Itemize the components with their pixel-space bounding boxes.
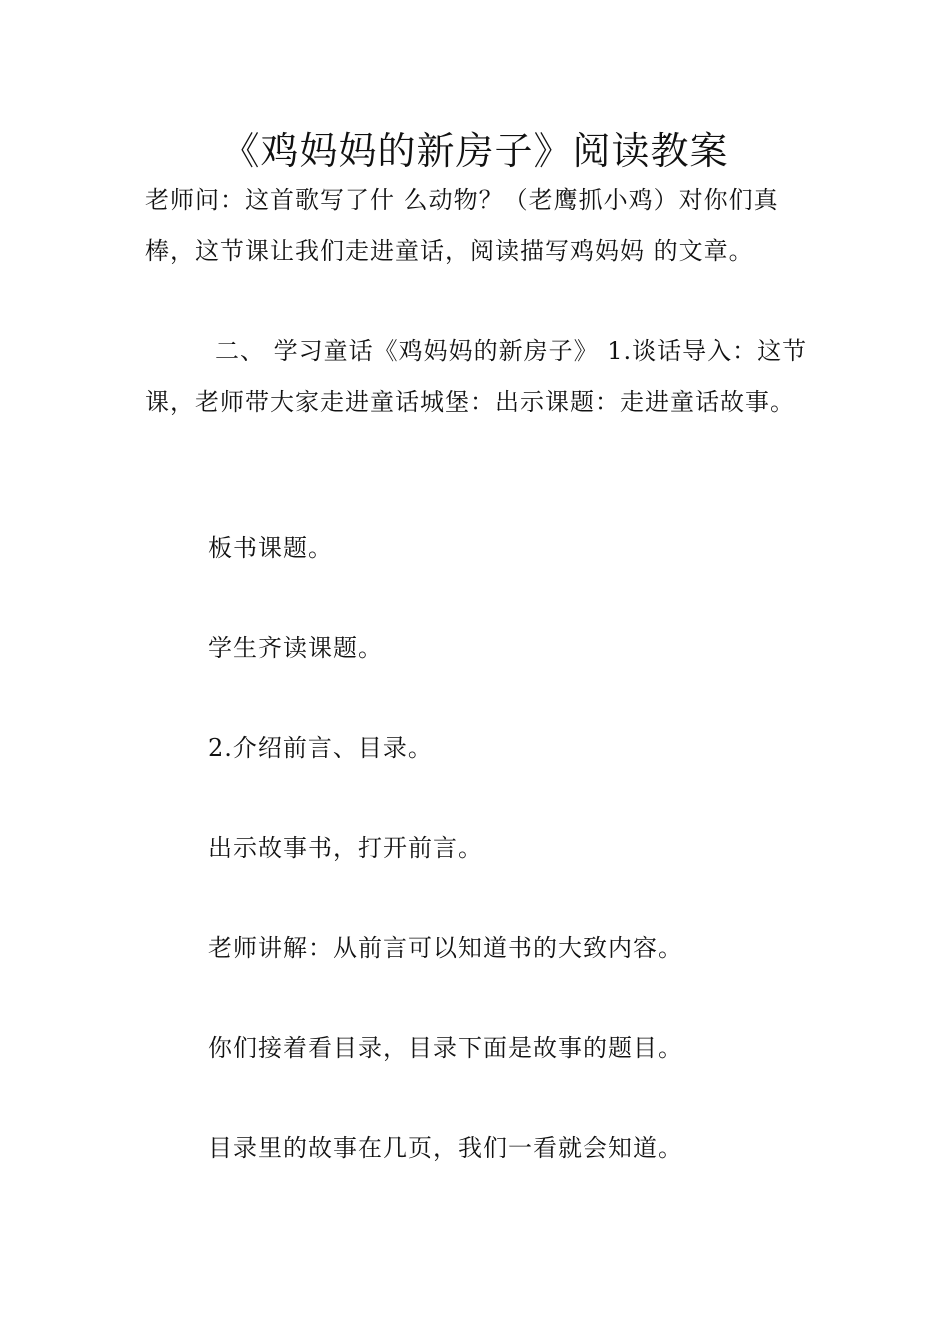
text-line-read-title: 学生齐读课题。 bbox=[208, 634, 383, 662]
paragraph-section-two: 二、 学习童话《鸡妈妈的新房子》 1.谈话导入：这节课，老师带大家走进童话城堡：出示课题：走进童话故事。 bbox=[145, 337, 808, 416]
text-line-intro-preface: 2.介绍前言、目录。 bbox=[208, 734, 433, 762]
document-title: 《鸡妈妈的新房子》阅读教案 bbox=[221, 129, 729, 173]
text-line-show-book: 出示故事书，打开前言。 bbox=[208, 834, 483, 862]
text-line-look-contents: 你们接着看目录，目录下面是故事的题目。 bbox=[208, 1034, 683, 1062]
text-line-board-title: 板书课题。 bbox=[208, 534, 333, 562]
text-line-teacher-explain: 老师讲解：从前言可以知道书的大致内容。 bbox=[208, 934, 683, 962]
paragraph-intro-question: 老师问：这首歌写了什 么动物？（老鹰抓小鸡）对你们真棒，这节课让我们走进童话，阅读描写鸡妈妈 的文章。 bbox=[145, 186, 779, 265]
text-line-page-numbers: 目录里的故事在几页，我们一看就会知道。 bbox=[208, 1134, 683, 1162]
